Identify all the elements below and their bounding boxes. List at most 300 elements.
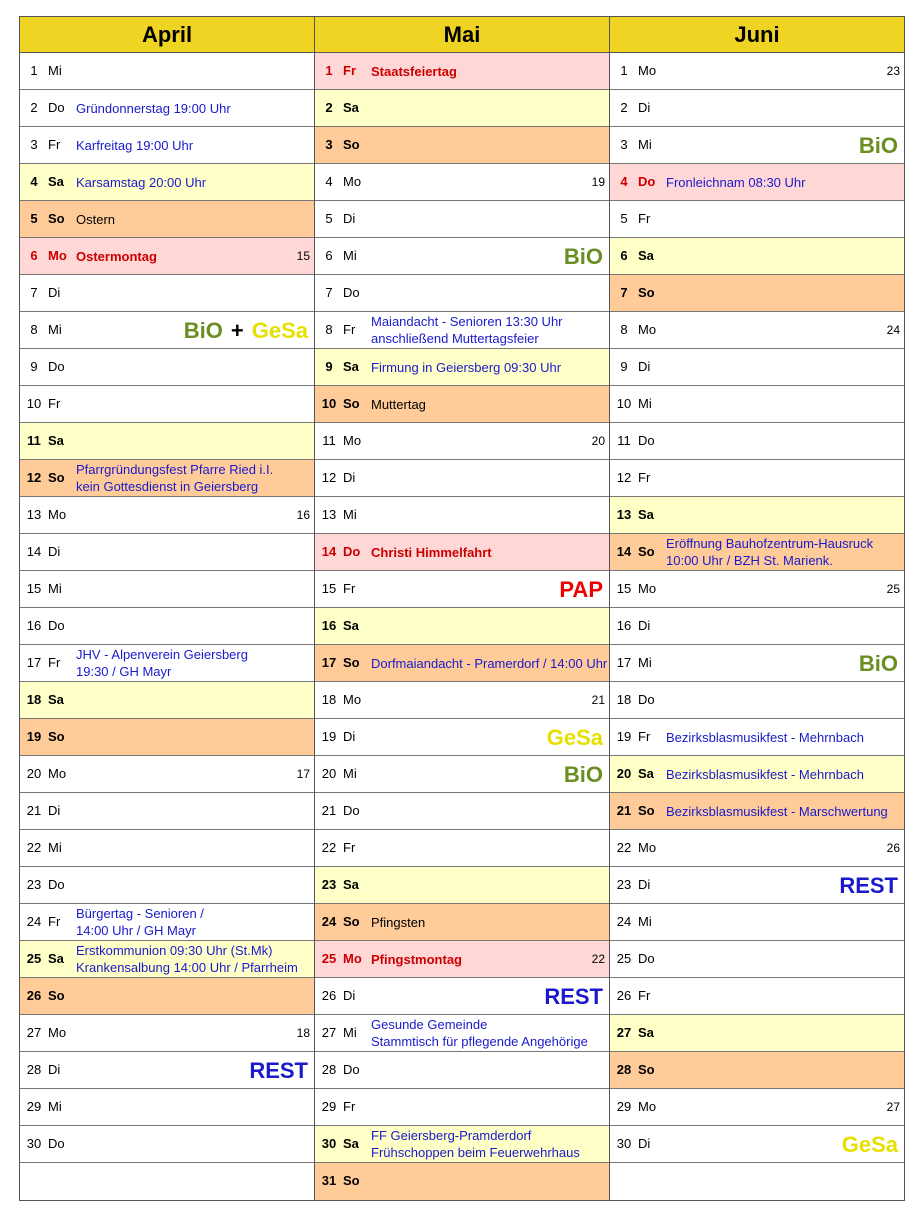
- day-number: 4: [620, 174, 628, 189]
- event-line: FF Geiersberg-Pramderdorf: [371, 1128, 532, 1143]
- weekday: Fr: [638, 729, 651, 744]
- day-row: [315, 608, 609, 645]
- badge-gesa: GeSa: [251, 318, 308, 343]
- day-number: 12: [616, 470, 632, 485]
- day-number: 12: [321, 470, 337, 485]
- day-number: 9: [325, 359, 333, 374]
- day-row: [610, 645, 904, 682]
- day-number: 16: [321, 618, 337, 633]
- event-line: 14:00 Uhr / GH Mayr: [76, 923, 196, 938]
- day-number: 15: [26, 581, 42, 596]
- day-number: [615, 1163, 633, 1199]
- day-row: [20, 127, 314, 164]
- event-line: Stammtisch für pflegende Angehörige: [371, 1034, 588, 1049]
- day-row: [20, 1052, 314, 1089]
- event-line: Bezirksblasmusikfest - Marschwertung: [666, 803, 888, 819]
- day-number: 4: [30, 174, 38, 189]
- event-text: [371, 53, 457, 89]
- weekday: Do: [48, 877, 65, 892]
- day-number: 9: [30, 359, 38, 374]
- day-row: [315, 127, 609, 164]
- weekday: So: [48, 470, 65, 485]
- day-number: 22: [616, 840, 632, 855]
- day-row: [315, 793, 609, 830]
- day-row: [610, 941, 904, 978]
- day-row: [20, 312, 314, 349]
- day-row: [610, 978, 904, 1015]
- weekday: Fr: [343, 322, 356, 337]
- day-row: [315, 1126, 609, 1163]
- event-text: [76, 201, 115, 237]
- badge-group: [859, 127, 898, 163]
- event-line: Muttertag: [371, 396, 426, 412]
- week-number: 25: [886, 582, 900, 596]
- event-text: [371, 534, 492, 570]
- badge-rest: REST: [839, 873, 898, 898]
- weekday: So: [638, 1062, 655, 1077]
- weekday: Mo: [48, 248, 67, 263]
- week-number: 19: [591, 175, 605, 189]
- day-row: [610, 756, 904, 793]
- day-row: [20, 1089, 314, 1126]
- day-number: 29: [321, 1099, 337, 1114]
- day-number: 28: [26, 1062, 42, 1077]
- weekday: Mo: [343, 174, 362, 189]
- event-line: Erstkommunion 09:30 Uhr (St.Mk): [76, 943, 273, 958]
- day-row: [315, 867, 609, 904]
- day-number: 2: [30, 100, 38, 115]
- day-number: 11: [27, 433, 41, 448]
- event-line: Christi Himmelfahrt: [371, 544, 492, 560]
- day-number: 8: [325, 322, 333, 337]
- event-text: [76, 941, 298, 977]
- day-number: 29: [616, 1099, 632, 1114]
- day-row: [610, 349, 904, 386]
- weekday: Di: [343, 470, 356, 485]
- event-text: [76, 90, 231, 126]
- day-row: [20, 386, 314, 423]
- weekday: Fr: [343, 63, 356, 78]
- day-row: [610, 1163, 904, 1200]
- event-line: 19:30 / GH Mayr: [76, 664, 172, 679]
- day-number: 9: [620, 359, 628, 374]
- day-number: 17: [26, 655, 42, 670]
- day-number: 22: [321, 840, 337, 855]
- day-row: [610, 719, 904, 756]
- badge-group: [842, 1126, 898, 1162]
- event-text: [371, 349, 561, 385]
- day-number: 10: [26, 396, 42, 411]
- weekday: Do: [638, 433, 655, 448]
- day-row: [610, 164, 904, 201]
- day-number: 13: [26, 507, 42, 522]
- day-number: 10: [321, 396, 337, 411]
- weekday: Di: [343, 729, 356, 744]
- day-number: 25: [26, 951, 42, 966]
- badge-group: [839, 867, 898, 903]
- week-number: 20: [591, 434, 605, 448]
- weekday: Di: [638, 618, 651, 633]
- day-number: 5: [620, 211, 628, 226]
- badge-rest: REST: [544, 984, 603, 1009]
- day-number: 3: [30, 137, 38, 152]
- weekday: Mi: [48, 581, 62, 596]
- weekday: So: [638, 544, 655, 559]
- day-number: 27: [26, 1025, 42, 1040]
- day-row: [610, 312, 904, 349]
- event-line: Pfingsten: [371, 914, 426, 930]
- event-line: Bezirksblasmusikfest - Mehrnbach: [666, 766, 864, 782]
- day-row: [315, 1163, 609, 1200]
- day-number: 17: [616, 655, 632, 670]
- badge-bio: BiO: [858, 651, 898, 676]
- day-number: 25: [616, 951, 632, 966]
- weekday: Fr: [638, 988, 651, 1003]
- day-number: 7: [325, 285, 333, 300]
- weekday: Sa: [343, 877, 359, 892]
- month-column-april: [20, 17, 315, 1200]
- day-row: [610, 793, 904, 830]
- day-row: [20, 571, 314, 608]
- week-number: 26: [886, 841, 900, 855]
- day-row: [20, 1163, 314, 1200]
- weekday: Sa: [638, 766, 654, 781]
- day-row: [610, 608, 904, 645]
- event-line: Ostern: [76, 211, 116, 227]
- weekday: Mi: [343, 507, 357, 522]
- day-number: 27: [616, 1025, 632, 1040]
- weekday: Sa: [343, 359, 359, 374]
- weekday: Fr: [343, 840, 356, 855]
- day-row: [315, 238, 609, 275]
- badge-group: [564, 238, 603, 274]
- day-number: 16: [616, 618, 632, 633]
- weekday: Do: [638, 692, 655, 707]
- day-number: 13: [616, 507, 632, 522]
- weekday: Mo: [638, 581, 657, 596]
- event-line: Pfingstmontag: [371, 951, 462, 967]
- day-number: 19: [321, 729, 337, 744]
- badge-gesa: GeSa: [841, 1132, 898, 1157]
- event-line: Karfreitag 19:00 Uhr: [76, 137, 194, 153]
- day-row: [315, 719, 609, 756]
- day-number: 18: [321, 692, 337, 707]
- day-row: [315, 201, 609, 238]
- day-number: 30: [616, 1136, 632, 1151]
- weekday: Fr: [48, 655, 61, 670]
- day-number: 28: [616, 1062, 632, 1077]
- day-row: [315, 275, 609, 312]
- day-number: 14: [321, 544, 337, 559]
- weekday: Di: [638, 359, 651, 374]
- weekday: Fr: [48, 396, 61, 411]
- day-number: 18: [26, 692, 42, 707]
- day-row: [20, 349, 314, 386]
- weekday: So: [343, 1173, 360, 1188]
- weekday: Do: [638, 174, 656, 189]
- event-line: kein Gottesdienst in Geiersberg: [76, 479, 259, 494]
- weekday: Mi: [48, 1099, 62, 1114]
- weekday: Mi: [343, 1025, 357, 1040]
- event-line: Maiandacht - Senioren 13:30 Uhr: [371, 314, 563, 329]
- event-line: Pfarrgründungsfest Pfarre Ried i.I.: [76, 462, 274, 477]
- day-number: 20: [321, 766, 337, 781]
- day-number: 19: [616, 729, 632, 744]
- day-row: [610, 904, 904, 941]
- day-number: 2: [620, 100, 628, 115]
- weekday: Mo: [48, 1025, 67, 1040]
- event-text: [371, 1126, 580, 1162]
- day-number: 20: [26, 766, 42, 781]
- weekday: So: [343, 137, 360, 152]
- weekday: Fr: [343, 1099, 356, 1114]
- event-text: [76, 904, 204, 940]
- month-header: Mai: [315, 17, 609, 53]
- day-number: 26: [26, 988, 42, 1003]
- weekday: Di: [638, 100, 651, 115]
- weekday: Sa: [343, 1136, 359, 1151]
- day-row: [20, 608, 314, 645]
- event-text: [666, 164, 805, 200]
- event-text: [371, 645, 607, 681]
- day-number: 5: [30, 211, 38, 226]
- weekday: Sa: [343, 100, 359, 115]
- weekday: Do: [343, 285, 360, 300]
- weekday: Do: [343, 544, 361, 559]
- weekday: Fr: [48, 914, 61, 929]
- day-number: 27: [321, 1025, 337, 1040]
- weekday: Di: [48, 1062, 61, 1077]
- day-row: [315, 312, 609, 349]
- day-number: 22: [26, 840, 42, 855]
- badge-bio: BiO: [563, 762, 603, 787]
- day-row: [610, 386, 904, 423]
- day-row: [610, 275, 904, 312]
- day-number: 23: [616, 877, 632, 892]
- event-text: [76, 164, 206, 200]
- day-row: [20, 275, 314, 312]
- day-number: 6: [30, 248, 38, 263]
- day-number: 24: [26, 914, 42, 929]
- event-line: 10:00 Uhr / BZH St. Marienk.: [666, 553, 833, 568]
- day-number: 13: [321, 507, 337, 522]
- day-number: 1: [30, 63, 38, 78]
- weekday: So: [48, 988, 65, 1003]
- event-line: Fronleichnam 08:30 Uhr: [666, 174, 806, 190]
- week-number: 16: [296, 508, 310, 522]
- weekday: Di: [48, 544, 61, 559]
- day-row: [610, 1015, 904, 1052]
- event-text: [76, 127, 193, 163]
- day-number: 31: [321, 1173, 337, 1188]
- day-number: 3: [325, 137, 333, 152]
- weekday: Sa: [48, 951, 64, 966]
- day-number: 5: [325, 211, 333, 226]
- event-text: [666, 793, 888, 829]
- day-row: [315, 90, 609, 127]
- badge-group: [564, 756, 603, 792]
- weekday: Sa: [343, 618, 359, 633]
- day-row: [20, 978, 314, 1015]
- day-row: [20, 238, 314, 275]
- event-line: Gründonnerstag 19:00 Uhr: [76, 100, 231, 116]
- weekday: Sa: [638, 507, 654, 522]
- weekday: Mo: [343, 433, 362, 448]
- day-row: [315, 904, 609, 941]
- badge-plus: +: [230, 318, 244, 343]
- weekday: Mo: [638, 63, 657, 78]
- event-line: Gesunde Gemeinde: [371, 1017, 488, 1032]
- badge-bio: BiO: [858, 133, 898, 158]
- day-row: [610, 867, 904, 904]
- day-row: [610, 201, 904, 238]
- event-line: Karsamstag 20:00 Uhr: [76, 174, 207, 190]
- day-row: [610, 571, 904, 608]
- day-row: [610, 682, 904, 719]
- badge-group: [547, 719, 603, 755]
- day-row: [315, 53, 609, 90]
- day-row: [610, 830, 904, 867]
- day-number: 17: [321, 655, 337, 670]
- day-row: [315, 423, 609, 460]
- month-header: April: [20, 17, 314, 53]
- event-line: Bürgertag - Senioren /: [76, 906, 204, 921]
- day-number: 14: [616, 544, 632, 559]
- day-row: [20, 645, 314, 682]
- weekday: Mo: [638, 1099, 657, 1114]
- day-number: 11: [617, 433, 631, 448]
- day-row: [20, 164, 314, 201]
- week-number: 24: [886, 323, 900, 337]
- event-line: Firmung in Geiersberg 09:30 Uhr: [371, 359, 562, 375]
- weekday: So: [343, 914, 360, 929]
- week-number: 15: [296, 249, 310, 263]
- weekday: Mo: [638, 322, 657, 337]
- badge-gesa: GeSa: [546, 725, 603, 750]
- day-row: [20, 756, 314, 793]
- weekday: Di: [48, 803, 61, 818]
- weekday: Mo: [638, 840, 657, 855]
- day-row: [20, 867, 314, 904]
- weekday: Do: [48, 100, 65, 115]
- day-row: [315, 1052, 609, 1089]
- event-text: [76, 460, 273, 496]
- weekday: Sa: [638, 248, 654, 263]
- badge-rest: REST: [249, 1058, 308, 1083]
- day-number: 12: [26, 470, 42, 485]
- day-number: 30: [26, 1136, 42, 1151]
- weekday: Do: [48, 618, 65, 633]
- day-row: [20, 534, 314, 571]
- day-row: [20, 423, 314, 460]
- day-number: 3: [620, 137, 628, 152]
- event-line: Krankensalbung 14:00 Uhr / Pfarrheim: [76, 960, 298, 975]
- day-number: 10: [616, 396, 632, 411]
- day-row: [20, 830, 314, 867]
- weekday: Fr: [638, 211, 651, 226]
- weekday: Sa: [638, 1025, 654, 1040]
- event-line: Bezirksblasmusikfest - Mehrnbach: [666, 729, 864, 745]
- day-number: 14: [26, 544, 42, 559]
- day-row: [20, 793, 314, 830]
- day-number: 15: [616, 581, 632, 596]
- day-row: [20, 719, 314, 756]
- day-row: [315, 349, 609, 386]
- weekday: Di: [343, 988, 356, 1003]
- day-number: 11: [322, 433, 336, 448]
- day-row: [315, 978, 609, 1015]
- day-row: [315, 386, 609, 423]
- badge-group: [544, 978, 603, 1014]
- day-number: 24: [616, 914, 632, 929]
- day-number: 7: [30, 285, 38, 300]
- weekday: Mi: [638, 914, 652, 929]
- event-line: anschließend Muttertagsfeier: [371, 331, 539, 346]
- week-number: 18: [296, 1026, 310, 1040]
- weekday: Do: [343, 1062, 360, 1077]
- day-number: 8: [620, 322, 628, 337]
- day-row: [20, 460, 314, 497]
- day-number: 20: [616, 766, 632, 781]
- day-row: [315, 682, 609, 719]
- event-line: Dorfmaiandacht - Pramerdorf / 14:00 Uhr: [371, 655, 608, 671]
- day-row: [315, 571, 609, 608]
- weekday: Mo: [343, 951, 362, 966]
- weekday: So: [48, 729, 65, 744]
- badge-bio: BiO: [183, 318, 223, 343]
- day-number: [25, 1163, 43, 1199]
- weekday: Mi: [638, 396, 652, 411]
- week-number: 17: [296, 767, 310, 781]
- badge-pap: PAP: [559, 577, 603, 602]
- day-number: 23: [26, 877, 42, 892]
- day-number: 4: [325, 174, 333, 189]
- event-line: Eröffnung Bauhofzentrum-Hausruck: [666, 536, 874, 551]
- day-row: [610, 534, 904, 571]
- weekday: Mi: [638, 655, 652, 670]
- day-number: 8: [30, 322, 38, 337]
- day-row: [610, 238, 904, 275]
- day-number: 6: [325, 248, 333, 263]
- day-number: 7: [620, 285, 628, 300]
- day-row: [610, 53, 904, 90]
- day-row: [315, 830, 609, 867]
- weekday: Do: [638, 951, 655, 966]
- day-row: [610, 1089, 904, 1126]
- event-line: Frühschoppen beim Feuerwehrhaus: [371, 1145, 580, 1160]
- weekday: Sa: [48, 174, 64, 189]
- day-row: [610, 1052, 904, 1089]
- weekday: Di: [48, 285, 61, 300]
- day-row: [315, 534, 609, 571]
- day-row: [315, 756, 609, 793]
- weekday: Sa: [48, 692, 64, 707]
- event-text: [371, 386, 426, 422]
- day-number: 19: [26, 729, 42, 744]
- weekday: Mi: [638, 137, 652, 152]
- day-number: 30: [321, 1136, 337, 1151]
- day-row: [610, 460, 904, 497]
- day-row: [610, 423, 904, 460]
- day-row: [315, 1089, 609, 1126]
- day-number: 1: [325, 63, 333, 78]
- day-row: [20, 904, 314, 941]
- day-row: [610, 497, 904, 534]
- day-row: [610, 127, 904, 164]
- day-row: [315, 645, 609, 682]
- event-text: [371, 1015, 588, 1051]
- day-row: [315, 460, 609, 497]
